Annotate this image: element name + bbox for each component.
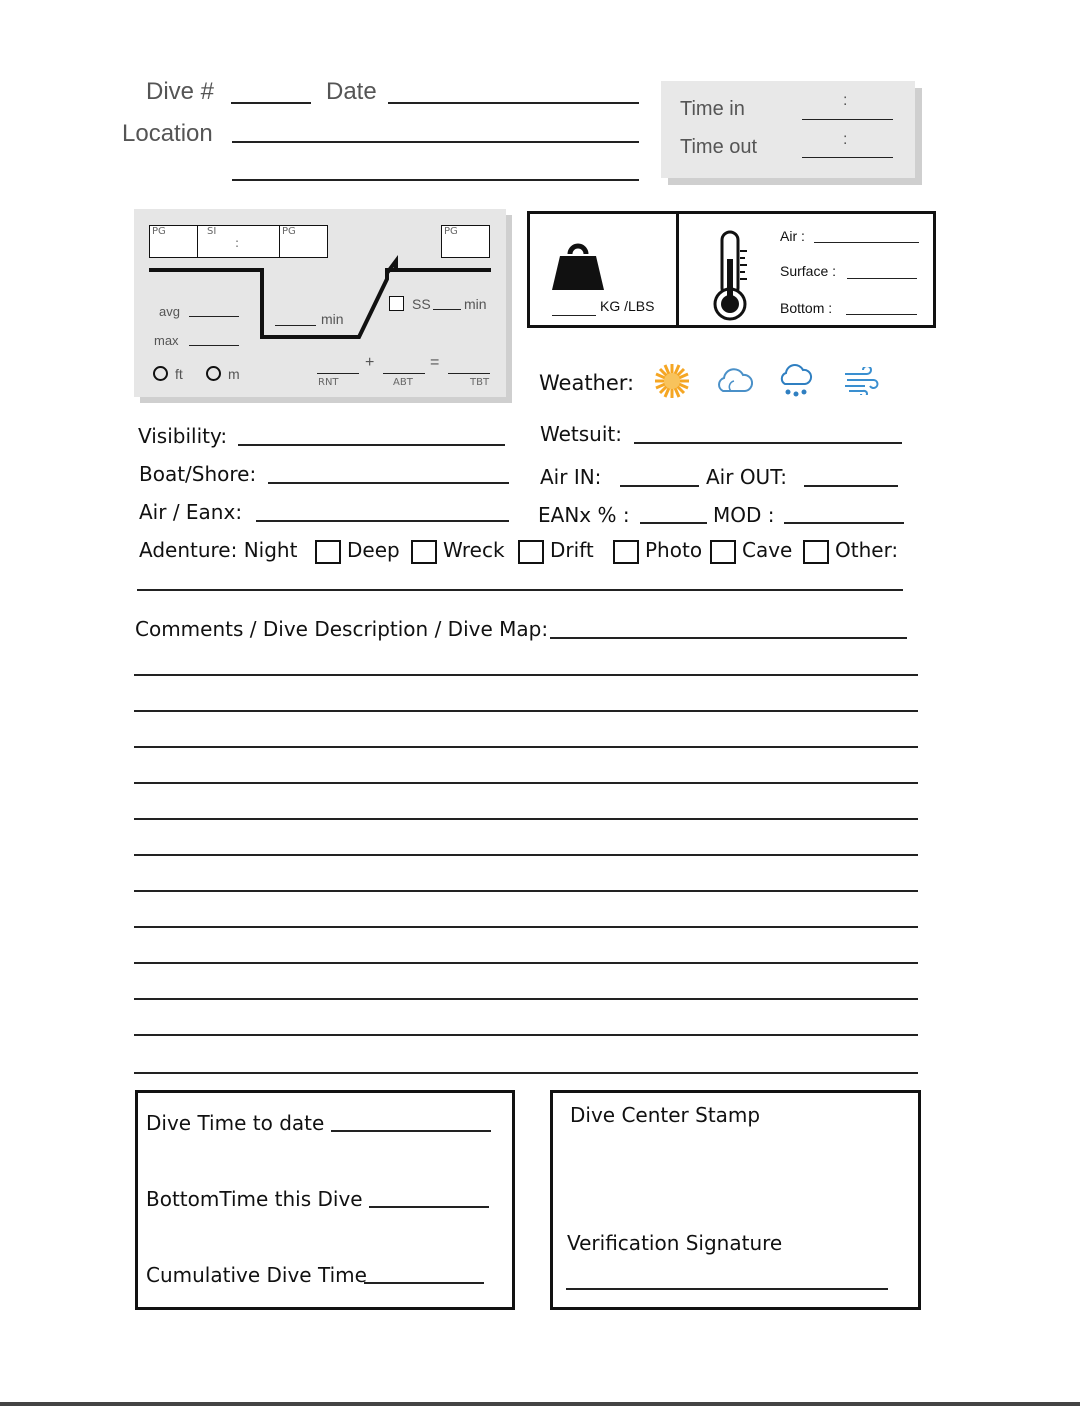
safety-stop-checkbox[interactable] bbox=[389, 296, 404, 311]
dive-time-to-date-label: Dive Time to date bbox=[146, 1111, 325, 1135]
wind-icon[interactable] bbox=[843, 367, 879, 395]
bottom-time-this-dive-label: BottomTime this Dive bbox=[146, 1187, 363, 1211]
comment-line-10[interactable] bbox=[134, 998, 918, 1000]
rnt-field[interactable] bbox=[317, 373, 359, 374]
comment-line-11[interactable] bbox=[134, 1034, 918, 1036]
cave-checkbox[interactable] bbox=[803, 540, 829, 564]
air-eanx-field[interactable] bbox=[256, 520, 509, 522]
wetsuit-label: Wetsuit: bbox=[540, 422, 622, 446]
time-in-colon: : bbox=[843, 92, 848, 109]
air-eanx-label: Air / Eanx: bbox=[139, 500, 243, 524]
time-box bbox=[661, 81, 915, 178]
bottom-temp-label: Bottom : bbox=[780, 300, 833, 316]
max-field[interactable] bbox=[189, 345, 239, 346]
abt-field[interactable] bbox=[383, 373, 425, 374]
cumulative-dive-time-field[interactable] bbox=[364, 1282, 484, 1284]
weather-label: Weather: bbox=[539, 371, 635, 395]
location-label: Location bbox=[122, 120, 213, 147]
air-in-label: Air IN: bbox=[540, 465, 602, 489]
si-label: SI bbox=[207, 226, 217, 237]
conditions-divider bbox=[676, 211, 679, 328]
comment-line-3[interactable] bbox=[134, 746, 918, 748]
adventure-other-field[interactable] bbox=[137, 589, 903, 591]
ss-label: SS bbox=[412, 296, 431, 312]
time-out-colon: : bbox=[843, 131, 848, 148]
time-out-label: Time out bbox=[680, 136, 758, 158]
visibility-field[interactable] bbox=[238, 444, 505, 446]
avg-label: avg bbox=[159, 304, 180, 319]
thermometer-icon bbox=[708, 229, 752, 323]
comments-label: Comments / Dive Description / Dive Map: bbox=[135, 617, 549, 641]
drift-checkbox[interactable] bbox=[613, 540, 639, 564]
photo-label: Photo bbox=[645, 538, 703, 562]
weight-field[interactable] bbox=[552, 315, 596, 316]
surface-temp-field[interactable] bbox=[847, 278, 917, 279]
dive-number-label: Dive # bbox=[146, 78, 215, 105]
pg-label-1: PG bbox=[152, 226, 166, 237]
wreck-label: Wreck bbox=[443, 538, 505, 562]
photo-checkbox[interactable] bbox=[710, 540, 736, 564]
eanx-percent-label: EANx % : bbox=[538, 503, 630, 527]
weight-icon bbox=[550, 240, 606, 292]
comment-line-12[interactable] bbox=[134, 1072, 918, 1074]
wetsuit-field[interactable] bbox=[634, 442, 902, 444]
location-field-2[interactable] bbox=[232, 179, 639, 181]
time-in-label: Time in bbox=[680, 98, 745, 120]
verification-signature-label: Verification Signature bbox=[567, 1231, 783, 1255]
surface-temp-label: Surface : bbox=[780, 263, 837, 279]
wreck-checkbox[interactable] bbox=[518, 540, 544, 564]
air-out-field[interactable] bbox=[804, 485, 898, 487]
location-field[interactable] bbox=[232, 141, 639, 143]
adventure-label: Adenture: Night bbox=[139, 538, 298, 562]
ss-min-label: min bbox=[464, 296, 487, 312]
deep-checkbox[interactable] bbox=[411, 540, 437, 564]
comments-field[interactable] bbox=[550, 637, 907, 639]
comment-line-2[interactable] bbox=[134, 710, 918, 712]
eanx-percent-field[interactable] bbox=[640, 522, 707, 524]
plus-sign: + bbox=[365, 354, 375, 371]
night-checkbox[interactable] bbox=[315, 540, 341, 564]
page-bottom-edge bbox=[0, 1402, 1080, 1406]
time-in-field[interactable] bbox=[802, 119, 893, 120]
comment-line-8[interactable] bbox=[134, 926, 918, 928]
dive-time-to-date-field[interactable] bbox=[331, 1130, 491, 1132]
time-out-field[interactable] bbox=[802, 157, 893, 158]
date-field[interactable] bbox=[388, 102, 639, 104]
sun-icon[interactable] bbox=[654, 363, 690, 399]
tbt-field[interactable] bbox=[448, 373, 490, 374]
cloud-icon[interactable] bbox=[715, 365, 753, 395]
cave-label: Cave bbox=[742, 538, 793, 562]
ft-label: ft bbox=[175, 366, 183, 382]
bottom-time-field[interactable] bbox=[275, 325, 316, 326]
dive-number-field[interactable] bbox=[231, 102, 311, 104]
comment-line-1[interactable] bbox=[134, 674, 918, 676]
dive-profile-graph bbox=[134, 209, 506, 397]
comment-line-6[interactable] bbox=[134, 854, 918, 856]
m-label: m bbox=[228, 366, 240, 382]
mod-label: MOD : bbox=[713, 503, 775, 527]
comment-line-7[interactable] bbox=[134, 890, 918, 892]
si-colon: : bbox=[235, 236, 240, 250]
air-temp-label: Air : bbox=[780, 228, 805, 244]
comment-line-5[interactable] bbox=[134, 818, 918, 820]
dive-center-stamp-label: Dive Center Stamp bbox=[570, 1103, 761, 1127]
min-label: min bbox=[321, 311, 344, 327]
abt-label: ABT bbox=[393, 377, 413, 388]
pg-label-2: PG bbox=[282, 226, 296, 237]
equals-sign: = bbox=[430, 354, 440, 371]
comment-line-9[interactable] bbox=[134, 962, 918, 964]
deep-label: Deep bbox=[347, 538, 400, 562]
drift-label: Drift bbox=[550, 538, 594, 562]
cumulative-dive-time-label: Cumulative Dive Time bbox=[146, 1263, 367, 1287]
air-in-field[interactable] bbox=[620, 485, 699, 487]
bottom-time-this-dive-field[interactable] bbox=[369, 1206, 489, 1208]
rnt-label: RNT bbox=[318, 377, 339, 388]
air-temp-field[interactable] bbox=[814, 242, 919, 243]
rain-icon[interactable] bbox=[778, 364, 814, 400]
ss-field[interactable] bbox=[433, 309, 461, 310]
signature-field[interactable] bbox=[566, 1288, 888, 1290]
bottom-temp-field[interactable] bbox=[846, 314, 917, 315]
boat-shore-field[interactable] bbox=[268, 482, 509, 484]
date-label: Date bbox=[326, 78, 377, 105]
air-out-label: Air OUT: bbox=[706, 465, 787, 489]
ft-radio[interactable] bbox=[153, 366, 168, 381]
tbt-label: TBT bbox=[470, 377, 490, 388]
max-label: max bbox=[154, 333, 179, 348]
pg-label-3: PG bbox=[444, 226, 458, 237]
weight-unit-label: KG /LBS bbox=[600, 298, 655, 314]
other-label: Other: bbox=[835, 538, 899, 562]
comment-line-4[interactable] bbox=[134, 782, 918, 784]
mod-field[interactable] bbox=[784, 522, 904, 524]
m-radio[interactable] bbox=[206, 366, 221, 381]
visibility-label: Visibility: bbox=[138, 424, 228, 448]
boat-shore-label: Boat/Shore: bbox=[139, 462, 257, 486]
avg-field[interactable] bbox=[189, 316, 239, 317]
